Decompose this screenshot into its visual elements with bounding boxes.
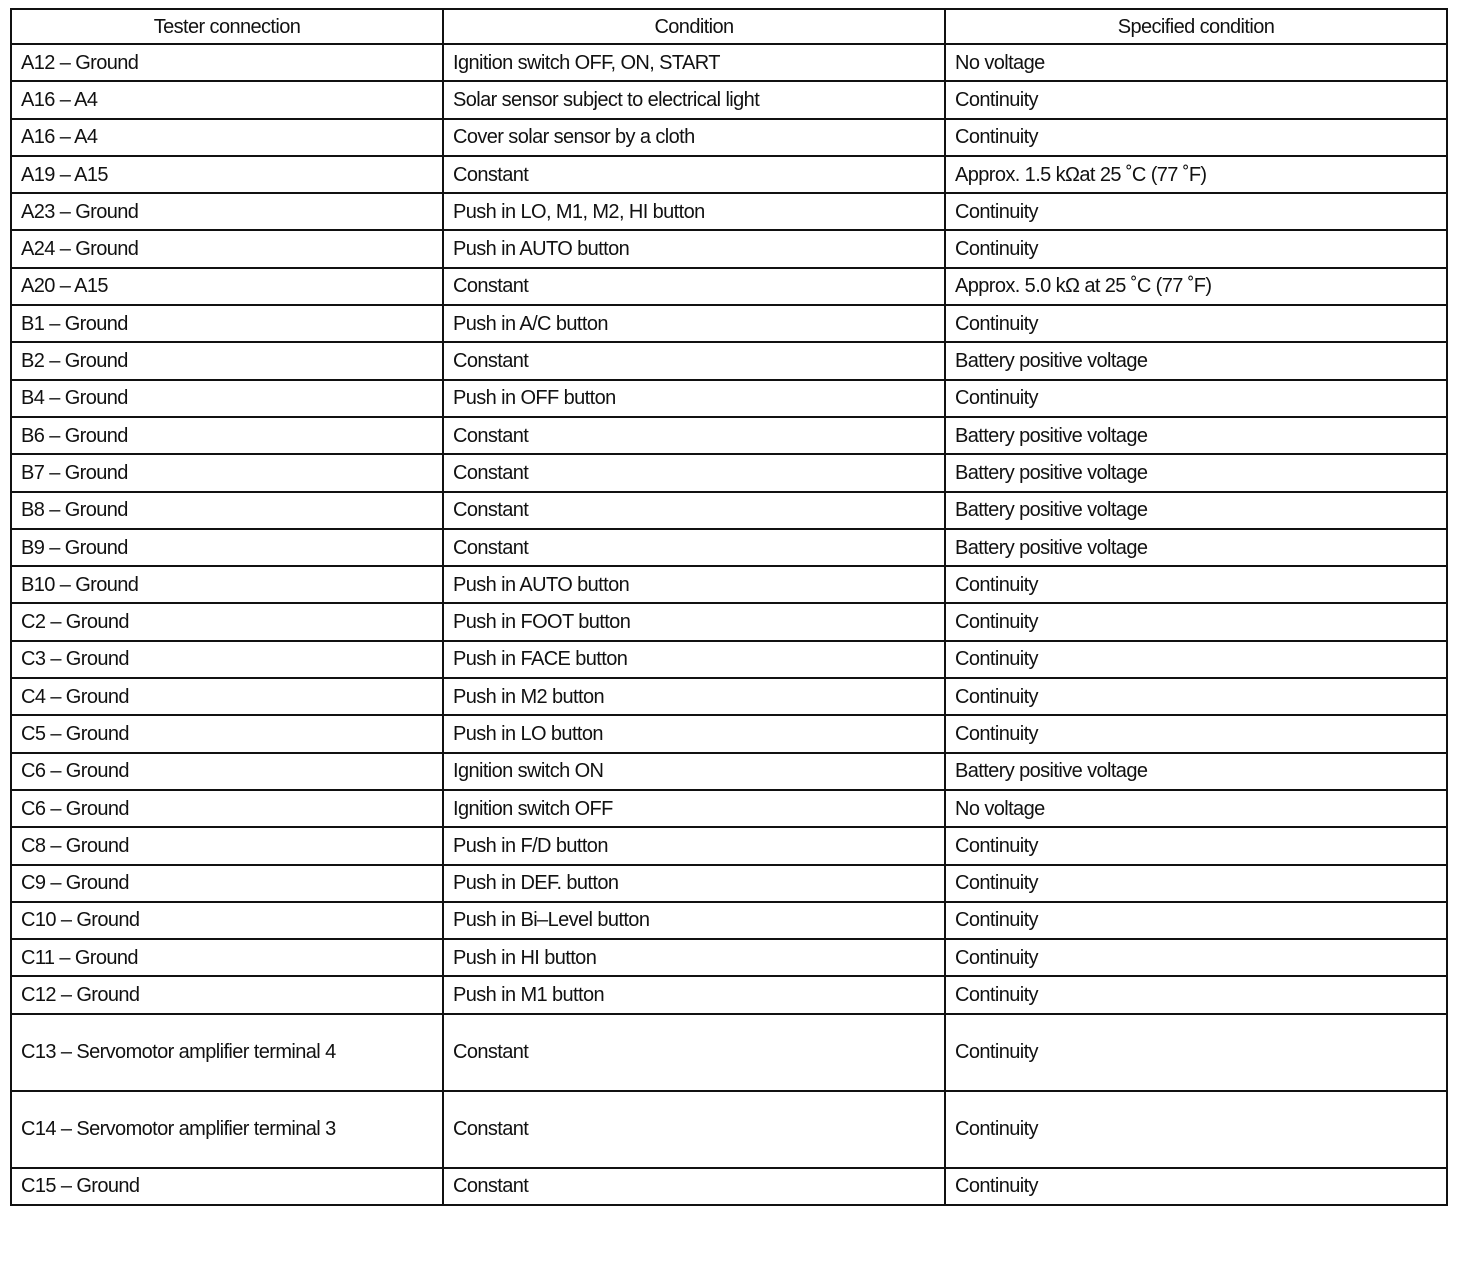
table-row bbox=[11, 230, 1447, 267]
header-specified-condition: Specified condition bbox=[945, 9, 1447, 44]
cell-tester-connection: A24 – Ground bbox=[11, 230, 443, 267]
cell-tester-connection: C6 – Ground bbox=[11, 753, 443, 790]
table-row bbox=[11, 492, 1447, 529]
cell-tester-connection: C8 – Ground bbox=[11, 827, 443, 864]
cell-tester-connection: B2 – Ground bbox=[11, 342, 443, 379]
table-row bbox=[11, 417, 1447, 454]
cell-condition: Push in LO, M1, M2, HI button bbox=[443, 193, 945, 230]
cell-tester-connection: C6 – Ground bbox=[11, 790, 443, 827]
cell-specified-condition: Continuity bbox=[945, 566, 1447, 603]
cell-specified-condition: Battery positive voltage bbox=[945, 454, 1447, 491]
cell-condition: Push in HI button bbox=[443, 939, 945, 976]
cell-specified-condition: Continuity bbox=[945, 1014, 1447, 1091]
cell-tester-connection: C15 – Ground bbox=[11, 1168, 443, 1205]
cell-specified-condition: Continuity bbox=[945, 902, 1447, 939]
cell-condition: Constant bbox=[443, 492, 945, 529]
cell-specified-condition: Continuity bbox=[945, 230, 1447, 267]
table-row bbox=[11, 342, 1447, 379]
cell-condition: Push in FACE button bbox=[443, 641, 945, 678]
table-row bbox=[11, 715, 1447, 752]
cell-tester-connection: C12 – Ground bbox=[11, 976, 443, 1013]
cell-tester-connection: A16 – A4 bbox=[11, 81, 443, 118]
cell-condition: Push in M1 button bbox=[443, 976, 945, 1013]
header-condition: Condition bbox=[443, 9, 945, 44]
cell-tester-connection: C14 – Servomotor amplifier terminal 3 bbox=[11, 1091, 443, 1168]
table-row bbox=[11, 81, 1447, 118]
cell-specified-condition: Continuity bbox=[945, 976, 1447, 1013]
cell-specified-condition: Continuity bbox=[945, 193, 1447, 230]
table-row bbox=[11, 380, 1447, 417]
table-row bbox=[11, 902, 1447, 939]
cell-condition: Ignition switch OFF, ON, START bbox=[443, 44, 945, 81]
table-row bbox=[11, 268, 1447, 305]
cell-specified-condition: Continuity bbox=[945, 119, 1447, 156]
table-row bbox=[11, 566, 1447, 603]
cell-tester-connection: A23 – Ground bbox=[11, 193, 443, 230]
cell-condition: Push in M2 button bbox=[443, 678, 945, 715]
cell-tester-connection: B10 – Ground bbox=[11, 566, 443, 603]
cell-tester-connection: C4 – Ground bbox=[11, 678, 443, 715]
table-row bbox=[11, 865, 1447, 902]
tester-connection-table-container bbox=[10, 8, 1446, 1206]
table-row bbox=[11, 976, 1447, 1013]
cell-tester-connection: C13 – Servomotor amplifier terminal 4 bbox=[11, 1014, 443, 1091]
table-row bbox=[11, 1014, 1447, 1091]
cell-specified-condition: Continuity bbox=[945, 1091, 1447, 1168]
cell-tester-connection: B6 – Ground bbox=[11, 417, 443, 454]
cell-specified-condition: Approx. 5.0 kΩ at 25 ˚C (77 ˚F) bbox=[945, 268, 1447, 305]
cell-condition: Ignition switch OFF bbox=[443, 790, 945, 827]
cell-tester-connection: A16 – A4 bbox=[11, 119, 443, 156]
cell-specified-condition: Continuity bbox=[945, 1168, 1447, 1205]
cell-specified-condition: Continuity bbox=[945, 305, 1447, 342]
cell-specified-condition: Continuity bbox=[945, 380, 1447, 417]
cell-tester-connection: B8 – Ground bbox=[11, 492, 443, 529]
cell-specified-condition: Approx. 1.5 kΩat 25 ˚C (77 ˚F) bbox=[945, 156, 1447, 193]
table-row bbox=[11, 753, 1447, 790]
cell-specified-condition: Continuity bbox=[945, 865, 1447, 902]
cell-specified-condition: Continuity bbox=[945, 678, 1447, 715]
cell-tester-connection: C3 – Ground bbox=[11, 641, 443, 678]
table-row bbox=[11, 1091, 1447, 1168]
cell-specified-condition: Battery positive voltage bbox=[945, 753, 1447, 790]
table-body bbox=[11, 44, 1447, 1205]
table-row bbox=[11, 193, 1447, 230]
cell-tester-connection: C10 – Ground bbox=[11, 902, 443, 939]
cell-condition: Constant bbox=[443, 1014, 945, 1091]
table-row bbox=[11, 305, 1447, 342]
table-row bbox=[11, 939, 1447, 976]
cell-condition: Ignition switch ON bbox=[443, 753, 945, 790]
cell-condition: Cover solar sensor by a cloth bbox=[443, 119, 945, 156]
cell-specified-condition: Continuity bbox=[945, 81, 1447, 118]
cell-condition: Constant bbox=[443, 454, 945, 491]
cell-specified-condition: No voltage bbox=[945, 790, 1447, 827]
cell-tester-connection: C2 – Ground bbox=[11, 603, 443, 640]
table-row bbox=[11, 529, 1447, 566]
cell-condition: Constant bbox=[443, 156, 945, 193]
cell-specified-condition: Battery positive voltage bbox=[945, 342, 1447, 379]
table-row bbox=[11, 156, 1447, 193]
cell-tester-connection: C5 – Ground bbox=[11, 715, 443, 752]
cell-specified-condition: Continuity bbox=[945, 641, 1447, 678]
table-row bbox=[11, 603, 1447, 640]
table-row bbox=[11, 641, 1447, 678]
cell-condition: Push in F/D button bbox=[443, 827, 945, 864]
cell-specified-condition: Continuity bbox=[945, 827, 1447, 864]
header-row bbox=[11, 9, 1447, 44]
table-row bbox=[11, 44, 1447, 81]
cell-tester-connection: B7 – Ground bbox=[11, 454, 443, 491]
cell-condition: Push in FOOT button bbox=[443, 603, 945, 640]
table-row bbox=[11, 454, 1447, 491]
cell-tester-connection: B9 – Ground bbox=[11, 529, 443, 566]
cell-tester-connection: A19 – A15 bbox=[11, 156, 443, 193]
tester-connection-table bbox=[10, 8, 1448, 1206]
cell-tester-connection: C9 – Ground bbox=[11, 865, 443, 902]
cell-condition: Constant bbox=[443, 417, 945, 454]
cell-condition: Constant bbox=[443, 1091, 945, 1168]
cell-specified-condition: Battery positive voltage bbox=[945, 529, 1447, 566]
table-row bbox=[11, 678, 1447, 715]
cell-condition: Push in AUTO button bbox=[443, 230, 945, 267]
table-row bbox=[11, 119, 1447, 156]
cell-specified-condition: Battery positive voltage bbox=[945, 492, 1447, 529]
cell-condition: Push in OFF button bbox=[443, 380, 945, 417]
table-header bbox=[11, 9, 1447, 44]
cell-condition: Constant bbox=[443, 529, 945, 566]
cell-tester-connection: B1 – Ground bbox=[11, 305, 443, 342]
cell-specified-condition: No voltage bbox=[945, 44, 1447, 81]
cell-condition: Constant bbox=[443, 268, 945, 305]
cell-specified-condition: Battery positive voltage bbox=[945, 417, 1447, 454]
table-row bbox=[11, 827, 1447, 864]
cell-condition: Constant bbox=[443, 1168, 945, 1205]
cell-tester-connection: A20 – A15 bbox=[11, 268, 443, 305]
table-row bbox=[11, 790, 1447, 827]
cell-tester-connection: C11 – Ground bbox=[11, 939, 443, 976]
cell-tester-connection: B4 – Ground bbox=[11, 380, 443, 417]
cell-specified-condition: Continuity bbox=[945, 603, 1447, 640]
table-row bbox=[11, 1168, 1447, 1205]
cell-condition: Push in Bi–Level button bbox=[443, 902, 945, 939]
cell-tester-connection: A12 – Ground bbox=[11, 44, 443, 81]
cell-condition: Push in DEF. button bbox=[443, 865, 945, 902]
cell-condition: Push in AUTO button bbox=[443, 566, 945, 603]
cell-condition: Constant bbox=[443, 342, 945, 379]
cell-condition: Solar sensor subject to electrical light bbox=[443, 81, 945, 118]
cell-condition: Push in A/C button bbox=[443, 305, 945, 342]
cell-specified-condition: Continuity bbox=[945, 715, 1447, 752]
cell-specified-condition: Continuity bbox=[945, 939, 1447, 976]
header-tester-connection: Tester connection bbox=[11, 9, 443, 44]
cell-condition: Push in LO button bbox=[443, 715, 945, 752]
